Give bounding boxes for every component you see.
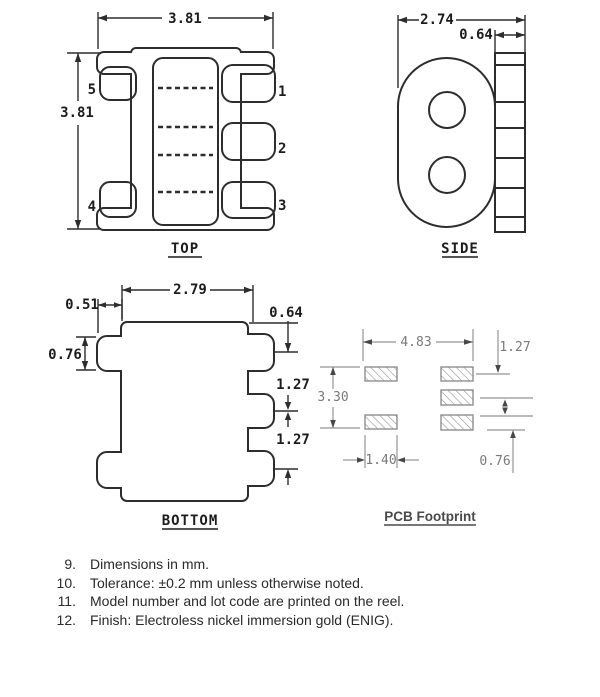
dim-bottom-width-label: 2.79	[173, 282, 207, 298]
pad-right-bottom	[441, 415, 473, 430]
pad-right-top	[441, 367, 473, 381]
note-number: 9.	[64, 556, 76, 572]
note-text: Finish: Electroless nickel immersion gold (ENIG).	[90, 611, 394, 628]
pin-number-4: 4	[87, 199, 96, 215]
dim-bottom-pad-height	[48, 337, 96, 370]
dim-fp-pad-height-label: 0.76	[479, 454, 511, 469]
side-body-outline	[398, 58, 495, 227]
note-item-9	[46, 555, 566, 574]
note-item-12	[46, 611, 566, 630]
dim-top-height-label: 3.81	[60, 105, 94, 121]
dim-top-width	[98, 11, 273, 49]
dim-fp-row-offset-label: 1.27	[499, 340, 531, 355]
dim-fp-pad-width-label: 1.40	[365, 453, 397, 468]
top-view-label: TOP	[170, 241, 200, 257]
dim-fp-span-y	[317, 367, 360, 428]
pcb-footprint-label: PCB Footprint	[384, 509, 476, 524]
pad-right-middle	[441, 390, 473, 405]
dim-fp-span-x-label: 4.83	[400, 335, 432, 350]
dim-side-tab-width	[459, 27, 525, 53]
bottom-body-outline	[98, 323, 273, 500]
note-number: 11.	[57, 593, 76, 610]
bottom-view-drawing	[40, 275, 320, 535]
note-number: 10.	[56, 574, 76, 591]
pcb-footprint-drawing	[310, 315, 545, 530]
side-view-drawing	[390, 5, 550, 260]
dim-bottom-pitch-lower-label: 1.27	[276, 432, 310, 448]
pin-number-1: 1	[278, 84, 287, 100]
dim-fp-span-x	[363, 329, 473, 361]
note-item-11	[46, 592, 566, 611]
dim-bottom-pitch-upper-label: 1.27	[276, 377, 310, 393]
dim-side-width-label: 2.74	[420, 12, 454, 28]
pin-number-5: 5	[87, 82, 96, 98]
bottom-view-label: BOTTOM	[161, 513, 219, 529]
dim-bottom-edge-offset	[65, 297, 122, 333]
dim-fp-span-y-label: 3.30	[317, 390, 349, 405]
note-item-10	[46, 574, 566, 593]
core-outline	[153, 58, 218, 225]
pad-left-top	[365, 367, 397, 381]
dim-bottom-top-offset-label: 0.64	[269, 305, 303, 321]
dim-fp-row-offset	[476, 330, 531, 374]
pad-left-bottom	[365, 415, 397, 429]
dim-fp-pad-height	[479, 398, 533, 473]
dim-top-width-label: 3.81	[168, 11, 202, 27]
note-number: 12.	[56, 611, 76, 628]
note-text: Model number and lot code are printed on the reel.	[90, 593, 405, 610]
side-view-label: SIDE	[441, 241, 479, 257]
footprint-pads	[365, 367, 473, 430]
dim-side-tab-label: 0.64	[459, 27, 493, 43]
dim-bottom-pad-height-label: 0.76	[48, 347, 82, 363]
pin-number-3: 3	[278, 198, 287, 214]
note-text: Dimensions in mm.	[90, 556, 210, 572]
notes-list	[46, 555, 566, 629]
dim-bottom-body-width	[122, 282, 253, 322]
dim-fp-pad-width	[343, 435, 419, 468]
side-lead-stack	[495, 53, 525, 232]
top-view-drawing	[10, 5, 310, 260]
note-text: Tolerance: ±0.2 mm unless otherwise noted.	[90, 574, 364, 591]
dim-bottom-offset-label: 0.51	[65, 297, 99, 313]
pin-number-2: 2	[278, 141, 287, 157]
